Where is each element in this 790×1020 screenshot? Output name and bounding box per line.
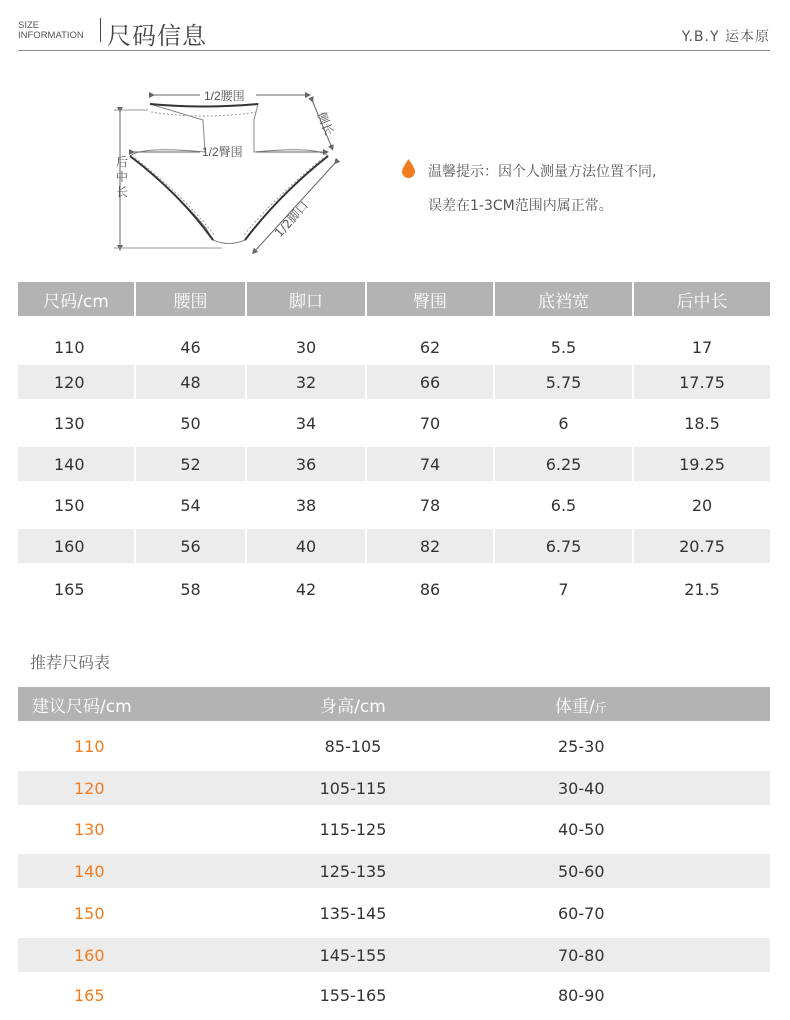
- cell-hip: 62: [366, 330, 494, 365]
- cell-waist: 46: [135, 330, 246, 365]
- cell-leg: 32: [246, 365, 366, 399]
- size-information-label: [18, 21, 84, 41]
- cell-back: 17.75: [633, 365, 770, 399]
- page-title: 尺码信息: [107, 22, 207, 50]
- cell-suggested-size: 120: [18, 771, 228, 805]
- cell-leg: 38: [246, 481, 366, 529]
- header-leg-opening: 脚口: [246, 282, 366, 316]
- cell-size: 130: [54, 413, 85, 433]
- cell-back: 21.5: [633, 563, 770, 615]
- table-row: [18, 330, 770, 365]
- table-row: [18, 938, 770, 972]
- cell-height: 145-155: [228, 938, 478, 972]
- header-weight-text: 体重/: [555, 696, 595, 717]
- cell-waist: 58: [135, 563, 246, 615]
- cell-leg: 40: [246, 529, 366, 563]
- tip-text-line2: 误差在1-3CM范围内属正常。: [428, 198, 613, 214]
- table-row: [18, 447, 770, 481]
- size-measurement-table: [18, 282, 770, 615]
- cell-weight: 60-70: [558, 903, 605, 923]
- cell-crotch: 5.5: [494, 330, 633, 365]
- header-waist: 腰围: [135, 282, 246, 316]
- recommend-table-title: 推荐尺码表: [30, 653, 111, 672]
- header-back-length: 后中长: [633, 282, 770, 316]
- table-row: [18, 563, 770, 615]
- header-crotch-width: 底裆宽: [494, 282, 633, 316]
- table-row: [18, 771, 770, 805]
- cell-height: 85-105: [324, 736, 382, 756]
- cell-weight: 70-80: [478, 938, 770, 972]
- back-length-label-2: 中: [116, 170, 129, 184]
- cell-back: 20.75: [633, 529, 770, 563]
- tip-text-line1: 温馨提示：因个人测量方法位置不同,: [428, 164, 657, 180]
- cell-crotch: 6.25: [494, 447, 633, 481]
- cell-weight: 80-90: [558, 985, 605, 1005]
- cell-back: 20: [633, 481, 770, 529]
- cell-crotch: 5.75: [494, 365, 633, 399]
- table-header-row: [18, 282, 770, 316]
- cell-back: 17: [633, 330, 770, 365]
- cell-height: 115-125: [319, 820, 387, 839]
- cell-leg: 30: [246, 330, 366, 365]
- cell-waist: 54: [135, 481, 246, 529]
- brand-name: Y.B.Y 运本原: [681, 29, 770, 45]
- table-header-row: [18, 687, 770, 721]
- cell-suggested-size: 110: [74, 736, 105, 756]
- cell-hip: 70: [366, 399, 494, 447]
- cell-size: 140: [18, 447, 135, 481]
- cell-size: 110: [54, 338, 85, 357]
- leg-opening-label: 1/2脚口: [271, 198, 312, 241]
- cell-weight: 25-30: [558, 736, 605, 756]
- cell-weight: 40-50: [558, 820, 605, 839]
- table-row: [18, 365, 770, 399]
- table-row: [18, 481, 770, 529]
- cell-size: 120: [18, 365, 135, 399]
- cell-height: 155-165: [319, 985, 387, 1005]
- header-height: 身高/cm: [228, 687, 478, 721]
- cell-leg: 34: [246, 399, 366, 447]
- cell-leg: 36: [246, 447, 366, 481]
- cell-waist: 48: [135, 365, 246, 399]
- cell-suggested-size: 150: [74, 903, 105, 923]
- table-row: [18, 529, 770, 563]
- cell-weight: 50-60: [478, 854, 770, 888]
- cell-suggested-size: 130: [74, 820, 105, 839]
- cell-hip: 86: [366, 563, 494, 615]
- cell-suggested-size: 160: [18, 938, 228, 972]
- table-row: [18, 972, 770, 1018]
- cell-back: 18.5: [633, 399, 770, 447]
- table-row: [18, 721, 770, 771]
- table-row: [18, 399, 770, 447]
- briefs-outline-icon: [104, 78, 364, 268]
- cell-hip: 66: [366, 365, 494, 399]
- table-row: [18, 805, 770, 854]
- header-weight: [478, 687, 770, 721]
- cell-waist: 52: [135, 447, 246, 481]
- title-divider: [100, 18, 101, 42]
- size-en-line1: SIZE: [18, 20, 40, 31]
- cell-waist: 56: [135, 529, 246, 563]
- cell-size: 165: [54, 579, 85, 599]
- back-length-label-3: 长: [116, 185, 129, 199]
- drop-icon: [402, 159, 415, 178]
- cell-height: 135-145: [319, 903, 387, 923]
- size-en-line2: INFORMATION: [18, 30, 84, 41]
- cell-weight: 30-40: [478, 771, 770, 805]
- header-hip: 臀围: [366, 282, 494, 316]
- cell-crotch: 6.5: [494, 481, 633, 529]
- side-length-label: 侧长: [314, 109, 337, 138]
- cell-height: 105-115: [228, 771, 478, 805]
- header-size: 尺码/cm: [18, 282, 135, 316]
- cell-height: 125-135: [228, 854, 478, 888]
- cell-crotch: 6.75: [494, 529, 633, 563]
- waist-label: 1/2腰围: [204, 89, 245, 103]
- cell-hip: 78: [366, 481, 494, 529]
- cell-hip: 74: [366, 447, 494, 481]
- cell-waist: 50: [135, 399, 246, 447]
- briefs-measurement-diagram: [104, 78, 364, 268]
- header-weight-unit: 斤: [594, 700, 607, 715]
- measurement-tip: [404, 155, 656, 223]
- table-row: [18, 888, 770, 938]
- cell-leg: 42: [246, 563, 366, 615]
- cell-hip: 82: [366, 529, 494, 563]
- section-header: [18, 14, 770, 51]
- cell-crotch: 7: [494, 563, 633, 615]
- table-row: [18, 854, 770, 888]
- recommended-size-table: [18, 687, 770, 1018]
- header-suggested-size: 建议尺码/cm: [18, 687, 228, 721]
- cell-suggested-size: 140: [18, 854, 228, 888]
- cell-size: 150: [54, 495, 85, 515]
- cell-back: 19.25: [633, 447, 770, 481]
- cell-suggested-size: 165: [74, 985, 105, 1005]
- cell-crotch: 6: [494, 399, 633, 447]
- cell-size: 160: [18, 529, 135, 563]
- hip-label: 1/2臀围: [202, 145, 243, 159]
- back-length-label-1: 后: [116, 155, 129, 169]
